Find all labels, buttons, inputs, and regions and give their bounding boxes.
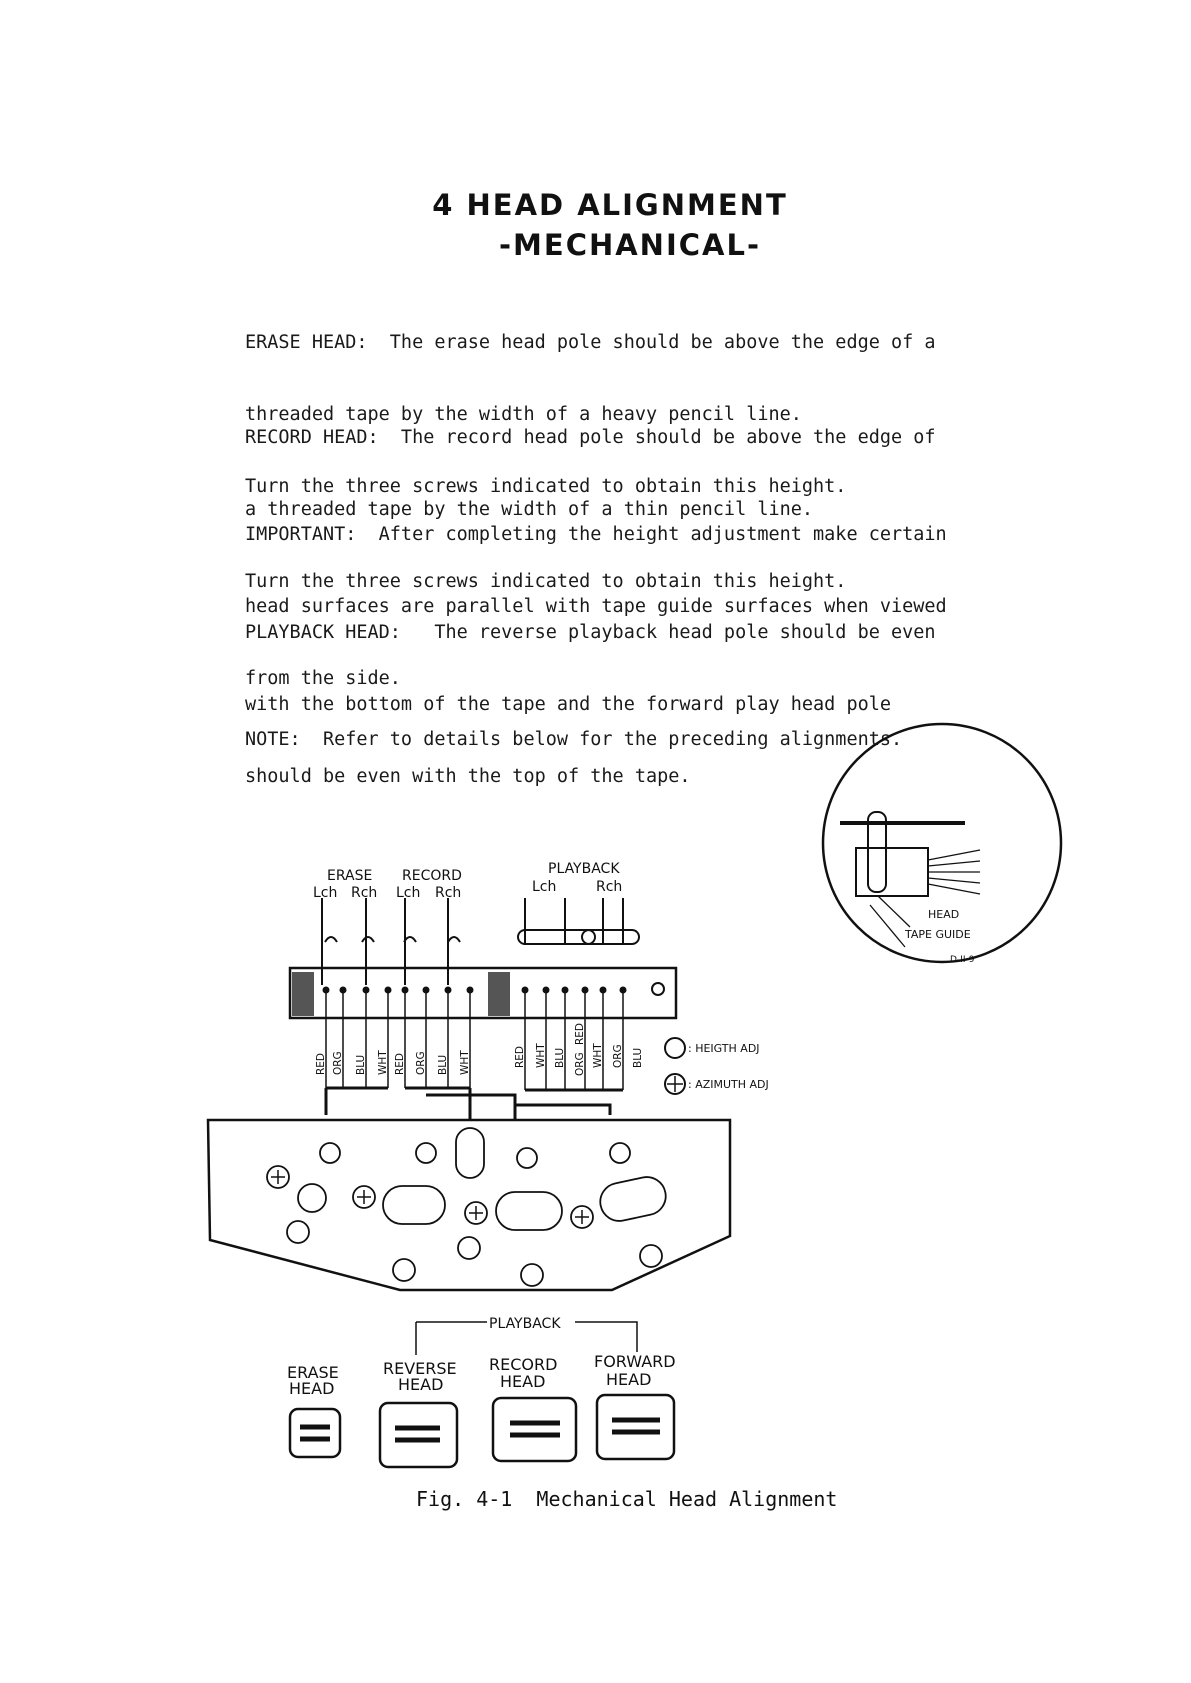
para-line: RECORD HEAD: The record head pole should be above the edge of [245, 427, 936, 448]
para-line: PLAYBACK HEAD: The reverse playback head pole should be even [245, 622, 936, 643]
para-line: Turn the three screws indicated to obtain this height. [245, 571, 847, 592]
title-line-2: -MECHANICAL- [498, 228, 761, 262]
inset-head-label: HEAD [928, 908, 960, 921]
height-adj-symbol [665, 1038, 685, 1058]
wire-label: WHT [459, 1050, 471, 1075]
erase-rch-label: Rch [351, 885, 378, 901]
forward-head-symbol [597, 1395, 674, 1459]
record-lch-label: Lch [396, 885, 421, 901]
inset-tape-guide-label: TAPE GUIDE [905, 928, 971, 941]
wire-label: BLU [554, 1047, 566, 1068]
wire-label: BLU [355, 1054, 367, 1075]
inset-circle [823, 724, 1061, 962]
wire-label: BLU [632, 1047, 644, 1068]
inset-code: D-II-9 [950, 955, 975, 965]
wire-label: RED [315, 1052, 327, 1075]
azimuth-adj-label: : AZIMUTH ADJ [688, 1078, 769, 1091]
wire-label: ORG [612, 1044, 624, 1068]
wire-label: WHT [592, 1043, 604, 1068]
record-rch-label: Rch [435, 885, 462, 901]
wire-label: ORG [415, 1051, 427, 1075]
para-line: head surfaces are parallel with tape guide surfaces when viewed [245, 596, 947, 617]
para-line: NOTE: Refer to details below for the preceding alignments. [245, 729, 903, 750]
playback-lch-label: Lch [532, 879, 557, 895]
wire-label: ORG [332, 1051, 344, 1075]
playback-rch-label: Rch [596, 879, 623, 895]
forward-head-label: FORWARD [594, 1352, 676, 1371]
playback-label: PLAYBACK [548, 861, 620, 877]
para-line: Turn the three screws indicated to obtain this height. [245, 476, 847, 497]
para-line: threaded tape by the width of a heavy pencil line. [245, 404, 802, 425]
height-adj-label: : HEIGTH ADJ [688, 1042, 760, 1055]
wire-label: WHT [377, 1050, 389, 1075]
record-label: RECORD [402, 868, 462, 884]
record-head-label: HEAD [500, 1372, 546, 1391]
reverse-head-symbol [380, 1403, 457, 1467]
record-head-symbol [493, 1398, 576, 1461]
wire-label: ORG [574, 1052, 586, 1076]
para-line: a threaded tape by the width of a thin pencil line. [245, 499, 814, 520]
para-line: ERASE HEAD: The erase head pole should be above the edge of a [245, 332, 936, 353]
erase-lch-label: Lch [313, 885, 338, 901]
erase-head-label: ERASE [287, 1363, 339, 1382]
figure-caption: Fig. 4-1 Mechanical Head Alignment [416, 1487, 838, 1511]
para-line: from the side. [245, 668, 401, 689]
erase-label: ERASE [327, 868, 373, 884]
wire-label: BLU [437, 1054, 449, 1075]
title-line-1: 4 HEAD ALIGNMENT [432, 188, 788, 222]
record-head-label: RECORD [489, 1355, 558, 1374]
erase-head-symbol [290, 1409, 340, 1457]
playback-group-label: PLAYBACK [489, 1316, 561, 1332]
para-line: should be even with the top of the tape. [245, 766, 691, 787]
terminal-board [290, 968, 676, 1018]
para-line: with the bottom of the tape and the forward play head pole [245, 694, 892, 715]
wire-label: RED [514, 1045, 526, 1068]
forward-head-label: HEAD [606, 1370, 652, 1389]
wire-label: RED [394, 1052, 406, 1075]
reverse-head-label: HEAD [398, 1375, 444, 1394]
para-line: IMPORTANT: After completing the height adjustment make certain [245, 524, 947, 545]
wire-label: WHT [535, 1043, 547, 1068]
wire-label: RED [574, 1022, 586, 1045]
reverse-head-label: REVERSE [383, 1359, 457, 1378]
erase-head-label: HEAD [289, 1379, 335, 1398]
